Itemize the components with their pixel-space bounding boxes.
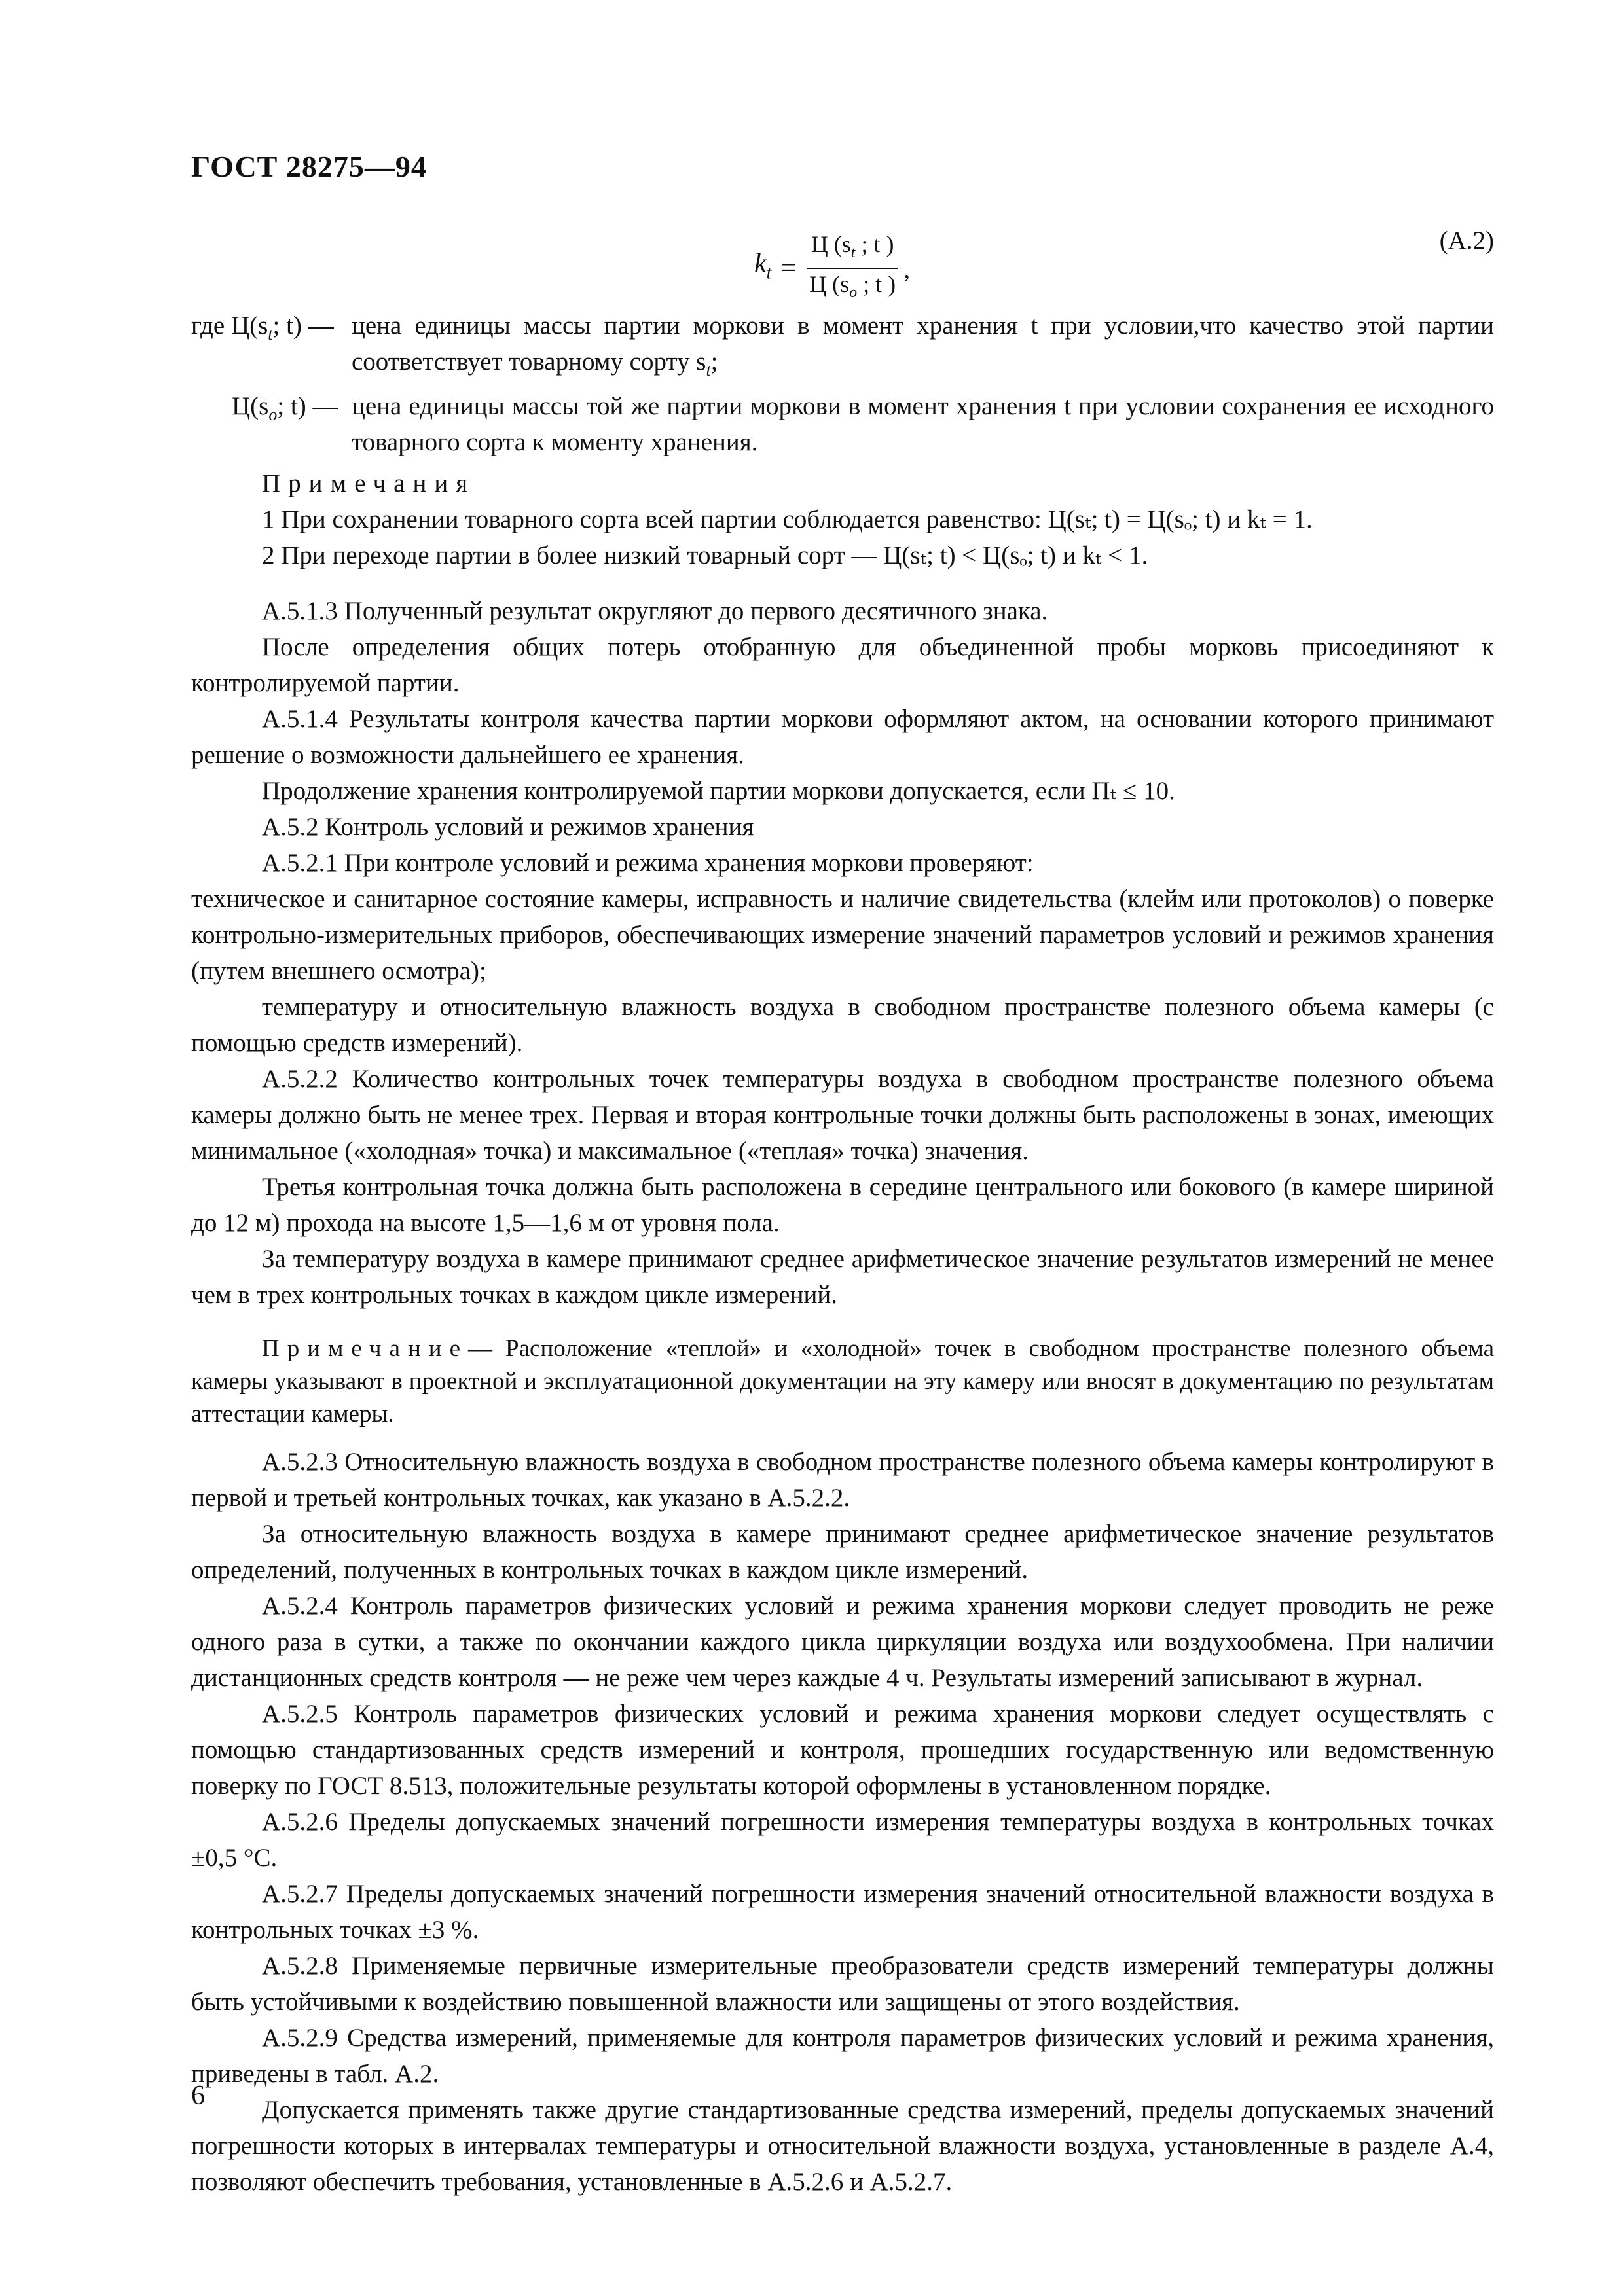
paragraph: температуру и относительную влажность воздуха в свободном пространстве полезного объема камеры (с помощью средств измерений). <box>191 992 1494 1057</box>
note-item: 2 При переходе партии в более низкий товарный сорт — Ц(sₜ; t) < Ц(sₒ; t) и kₜ < 1. <box>262 541 1148 569</box>
paragraph: А.5.1.4 Результаты контроля качества партии моркови оформляют актом, на основании которого принимают решение о возможности дальнейшего ее хранения. <box>191 704 1494 769</box>
paragraph: А.5.2.2 Количество контрольных точек температуры воздуха в свободном пространстве полезного объема камеры должно быть не менее трех. Первая и вторая контрольные точки должны быть расположены в зонах, имеющих минимальное («холодная» точка) и максимальное («теплая» точка) значения. <box>191 1064 1494 1165</box>
paragraph: Допускается применять также другие стандартизованные средства измерений, пределы допускаемых значений погрешности которых в интервалах температуры и относительной влажности воздуха, установленные в разделе А.4, позволяют обеспечить требования, установленные в А.5.2.6 и А.5.2.7. <box>191 2095 1494 2196</box>
where-label: $Ц(s_o$; t) — <box>232 391 338 424</box>
note-item: 1 При сохранении товарного сорта всей партии соблюдается равенство: Ц(sₜ; t) = Ц(sₒ; t) и kₜ = 1. <box>262 505 1313 533</box>
paragraph: А.5.2.8 Применяемые первичные измерительные преобразователи средств измерений температуры должны быть устойчивыми к воздействию повышенной влажности или защищены от этого воздействия. <box>191 1951 1494 2016</box>
formula-fraction <box>805 229 900 308</box>
note-paragraph <box>191 1333 1494 1431</box>
where-item <box>191 308 1494 388</box>
formula-equals: = <box>780 253 797 283</box>
where-label: где $Ц(s_t$; t) — <box>191 312 334 344</box>
formula-numerator: Ц ($s_t$ ; t ) <box>807 229 898 269</box>
formula-comma: , <box>903 253 911 283</box>
paragraph: А.5.2.6 Пределы допускаемых значений погрешности измерения температуры воздуха в контрольных точках ±0,5 °С. <box>191 1807 1494 1872</box>
note-text: — Расположение «теплой» и «холодной» точек в свободном пространстве полезного объема камеры указывают в проектной и эксплуатационной документации на эту камеру или вносят в документацию по результатам аттестации камеры. <box>191 1335 1494 1427</box>
where-text: цена единицы массы той же партии моркови в момент хранения t при условии сохранения ее исходного товарного сорта к моменту хранения. <box>352 391 1494 456</box>
formula-body <box>754 229 910 308</box>
formula-lhs: $k_t$ <box>754 248 772 283</box>
page-content <box>191 223 1494 2200</box>
paragraph: После определения общих потерь отобранную для объединенной пробы морковь присоединяют к контролируемой партии. <box>191 632 1494 697</box>
where-text: цена единицы массы партии моркови в момент хранения t при условии,что качество этой партии соответствует товарному сорту $s_t$; <box>352 312 1494 380</box>
paragraph: За температуру воздуха в камере принимают среднее арифметическое значение результатов измерений не менее чем в трех контрольных точках в каждом цикле измерений. <box>191 1244 1494 1309</box>
formula-number: (А.2) <box>1439 226 1494 255</box>
formula-denominator: Ц ($s_o$ ; t ) <box>809 271 896 302</box>
paragraph: За относительную влажность воздуха в камере принимают среднее арифметическое значение результатов определений, полученных в контрольных точках в каждом цикле измерений. <box>191 1519 1494 1584</box>
notes-heading: Примечания <box>262 469 476 497</box>
paragraph: техническое и санитарное состояние камеры, исправность и наличие свидетельства (клейм или протоколов) о поверке контрольно-измерительных приборов, обеспечивающих измерение значений параметров условий и режимов хранения (путем внешнего осмотра); <box>191 884 1494 985</box>
formula-a2 <box>191 223 1494 308</box>
note-heading: Примечание <box>262 1335 468 1362</box>
paragraph: А.5.2.3 Относительную влажность воздуха в свободном пространстве полезного объема камеры контролируют в первой и третьей контрольных точках, как указано в А.5.2.2. <box>191 1447 1494 1512</box>
paragraph: Третья контрольная точка должна быть расположена в середине центрального или бокового (в камере шириной до 12 м) прохода на высоте 1,5—1,6 м от уровня пола. <box>191 1172 1494 1237</box>
paragraph: А.5.1.3 Полученный результат округляют до первого десятичного знака. <box>262 596 1048 625</box>
paragraph: Продолжение хранения контролируемой партии моркови допускается, если Пₜ ≤ 10. <box>262 776 1175 805</box>
section-heading: А.5.2 Контроль условий и режимов хранения <box>262 812 754 841</box>
paragraph: А.5.2.5 Контроль параметров физических условий и режима хранения моркови следует осуществлять с помощью стандартизованных средств измерений и контроля, прошедших государственную или ведомственную поверку по ГОСТ 8.513, положительные результаты которой оформлены в установленном порядке. <box>191 1699 1494 1800</box>
page-header-title: ГОСТ 28275—94 <box>191 150 427 183</box>
notes-block <box>191 465 1494 573</box>
where-item <box>191 388 1494 460</box>
spacer <box>191 573 1494 593</box>
spacer <box>191 1431 1494 1444</box>
paragraph: А.5.2.7 Пределы допускаемых значений погрешности измерения значений относительной влажности воздуха в контрольных точках ±3 %. <box>191 1879 1494 1944</box>
paragraph: А.5.2.9 Средства измерений, применяемые для контроля параметров физических условий и режима хранения, приведены в табл. А.2. <box>191 2023 1494 2088</box>
paragraph: А.5.2.4 Контроль параметров физических условий и режима хранения моркови следует проводить не реже одного раза в сутки, а также по окончании каждого цикла циркуляции воздуха или воздухообмена. При наличии дистанционных средств контроля — не реже чем через каждые 4 ч. Результаты измерений записывают в журнал. <box>191 1591 1494 1692</box>
paragraph: А.5.2.1 При контроле условий и режима хранения моркови проверяют: <box>262 848 1034 877</box>
spacer <box>191 1313 1494 1333</box>
page-number: 6 <box>191 2081 205 2111</box>
